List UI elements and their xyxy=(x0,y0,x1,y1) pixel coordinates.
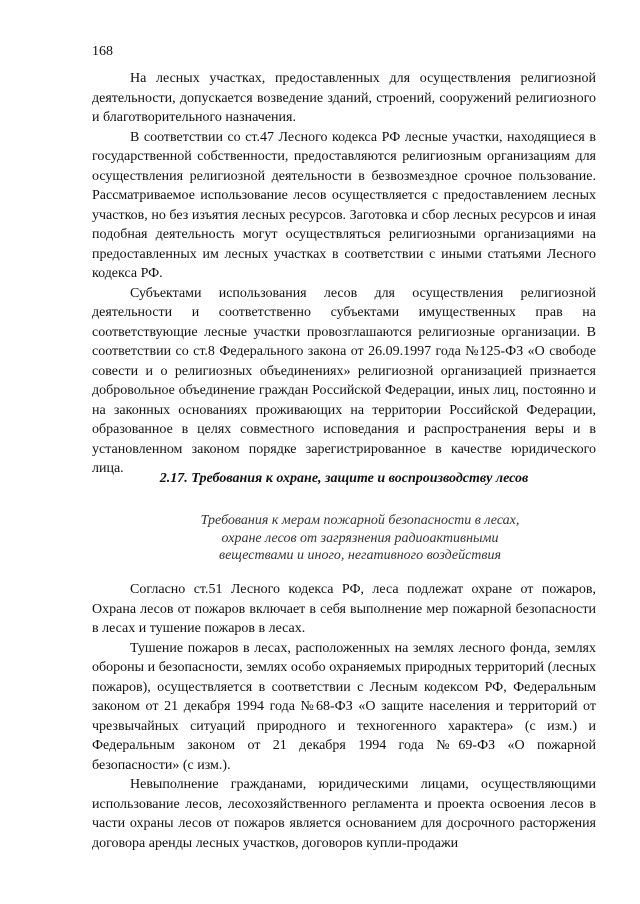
epigraph-line: веществами и иного, негативного воздействия xyxy=(219,548,501,563)
epigraph-line: Требования к мерам пожарной безопасности в лесах, xyxy=(200,513,520,528)
paragraph: Согласно ст.51 Лесного кодекса РФ, леса подлежат охране от пожаров, Охрана лесов от пожаров включает в себя выполнение мер пожарной безопасности в лесах и тушение пожаров в лесах. xyxy=(92,582,596,636)
paragraph: Субъектами использования лесов для осуществления религиозной деятельности и соответственно субъектами имущественных прав на соответствующие лесные участки провозглашаются религиозные организации. В соответствии со ст.8 Федерального закона от 26.09.1997 года №125-ФЗ «О свободе совести и о религиозных объединениях» религиозной организацией признается добровольное объединение граждан Российской Федерации, иных лиц, постоянно и на законных основаниях проживающих на территории Российской Федерации, образованное в целях совместного исповедания и распространения веры и в установленном законом порядке зарегистрированное в качестве юридического лица. xyxy=(92,285,596,476)
paragraph: Невыполнение гражданами, юридическими лицами, осуществляющими использование лесов, лесохозяйственного регламента и проекта освоения лесов в части охраны лесов от пожаров является основанием для досрочного расторжения договора аренды лесных участков, договоров купли-продажи xyxy=(92,777,596,851)
paragraph: В соответствии со ст.47 Лесного кодекса РФ лесные участки, находящиеся в государственной собственности, предоставляются религиозным организациям для осуществления религиозной деятельности в безвозмездное срочное пользование. Рассматриваемое использование лесов осуществляется с предоставлением лесных участков, но без изъятия лесных ресурсов. Заготовка и сбор лесных ресурсов и иная подобная деятельность могут осуществляться религиозными организациями на предоставленных им лесных участках в соответствии с иными статьями Лесного кодекса РФ. xyxy=(92,129,596,281)
paragraph: Тушение пожаров в лесах, расположенных на землях лесного фонда, землях обороны и безопасности, землях особо охраняемых природных территорий (лесных пожаров), осуществляется в соответствии с Лесным кодексом РФ, Федеральным законом от 21 декабря 1994 года №68-ФЗ «О защите населения и территорий от чрезвычайных ситуаций природного и техногенного характера» (с изм.) и Федеральным законом от 21 декабря 1994 года №69-ФЗ «О пожарной безопасности» (с изм.). xyxy=(92,640,596,773)
paragraph: На лесных участках, предоставленных для осуществления религиозной деятельности, допускается возведение зданий, строений, сооружений религиозного и благотворительного назначения. xyxy=(92,71,596,125)
epigraph xyxy=(160,512,560,565)
epigraph-line: охране лесов от загрязнения радиоактивными xyxy=(221,530,499,546)
page-number: 168 xyxy=(92,44,113,59)
section-heading: 2.17. Требования к охране, защите и воспроизводству лесов xyxy=(159,471,529,486)
body-text-top xyxy=(92,69,596,479)
body-text-bottom xyxy=(92,580,596,853)
